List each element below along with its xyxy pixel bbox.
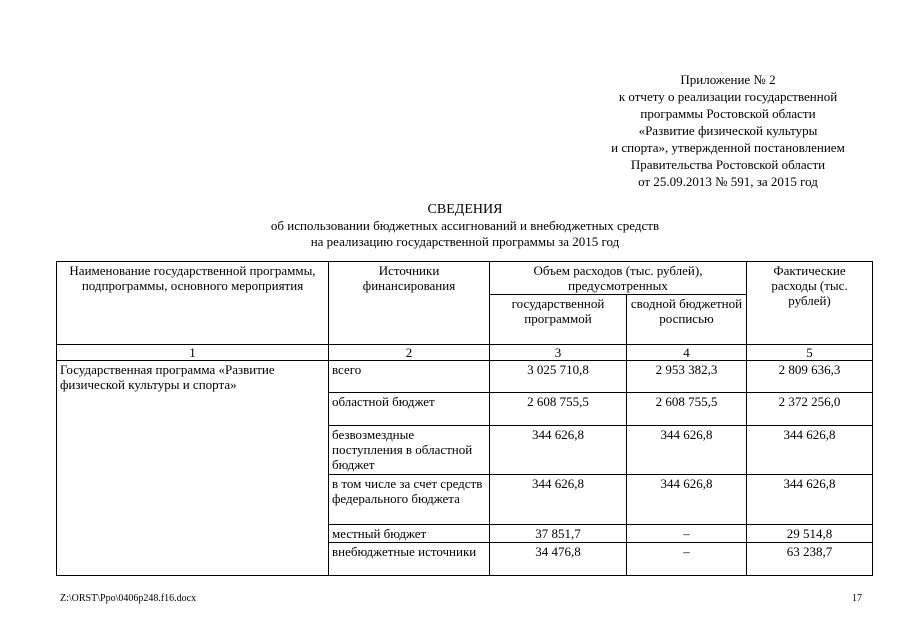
source-cell: в том числе за счет средств федерального бюджета [329,475,490,525]
source-cell: областной бюджет [329,393,490,426]
program-amount-cell: 344 626,8 [490,475,627,525]
header-sources: Источники финансирования [329,262,490,345]
source-cell: местный бюджет [329,525,490,543]
program-amount-cell: 34 476,8 [490,543,627,576]
document-title: СВЕДЕНИЯ [427,202,503,217]
appendix-line: от 25.09.2013 № 591, за 2015 год [638,174,818,189]
header-by-program: государственной программой [490,295,627,345]
source-cell: всего [329,361,490,393]
budget-amount-cell: 344 626,8 [627,426,747,475]
document-subtitle-line: на реализацию государственной программы за 2015 год [310,234,620,249]
actual-amount-cell: 29 514,8 [747,525,873,543]
actual-amount-cell: 344 626,8 [747,475,873,525]
header-actual: Фактические расходы (тыс. рублей) [747,262,873,345]
program-amount-cell: 344 626,8 [490,426,627,475]
column-number: 4 [627,345,747,361]
appendix-line: к отчету о реализации государственной [618,89,838,104]
column-number: 5 [747,345,873,361]
column-number: 1 [57,345,329,361]
header-by-budget: сводной бюджетной росписью [627,295,747,345]
table-row [57,361,873,393]
appendix-line: и спорта», утвержденной постановлением [611,140,845,155]
document-subtitle-line: об использовании бюджетных ассигнований и внебюджетных средств [270,218,660,233]
actual-amount-cell: 2 809 636,3 [747,361,873,393]
appendix-line: «Развитие физической культуры [638,123,818,138]
appendix-line: Приложение № 2 [680,72,776,87]
expenditure-table [56,261,873,576]
program-amount-cell: 2 608 755,5 [490,393,627,426]
document-heading [200,202,730,250]
budget-amount-cell: – [627,525,747,543]
header-name: Наименование государственной программы, подпрограммы, основного мероприятия [57,262,329,345]
source-cell: внебюджетные источники [329,543,490,576]
file-path: Z:\ORST\Ppo\0406p248.f16.docx [60,593,197,604]
appendix-line: программы Ростовской области [640,106,816,121]
budget-amount-cell: 2 608 755,5 [627,393,747,426]
program-amount-cell: 37 851,7 [490,525,627,543]
header-planned: Объем расходов (тыс. рублей), предусмотренных [490,262,747,295]
budget-amount-cell: 2 953 382,3 [627,361,747,393]
appendix-block [560,71,896,190]
program-amount-cell: 3 025 710,8 [490,361,627,393]
appendix-line: Правительства Ростовской области [630,157,826,172]
budget-amount-cell: – [627,543,747,576]
actual-amount-cell: 344 626,8 [747,426,873,475]
column-number: 3 [490,345,627,361]
page-number: 17 [852,593,862,604]
budget-amount-cell: 344 626,8 [627,475,747,525]
program-name-cell: Государственная программа «Развитие физической культуры и спорта» [57,361,329,576]
actual-amount-cell: 63 238,7 [747,543,873,576]
source-cell: безвозмездные поступления в областной бюджет [329,426,490,475]
actual-amount-cell: 2 372 256,0 [747,393,873,426]
column-number: 2 [329,345,490,361]
